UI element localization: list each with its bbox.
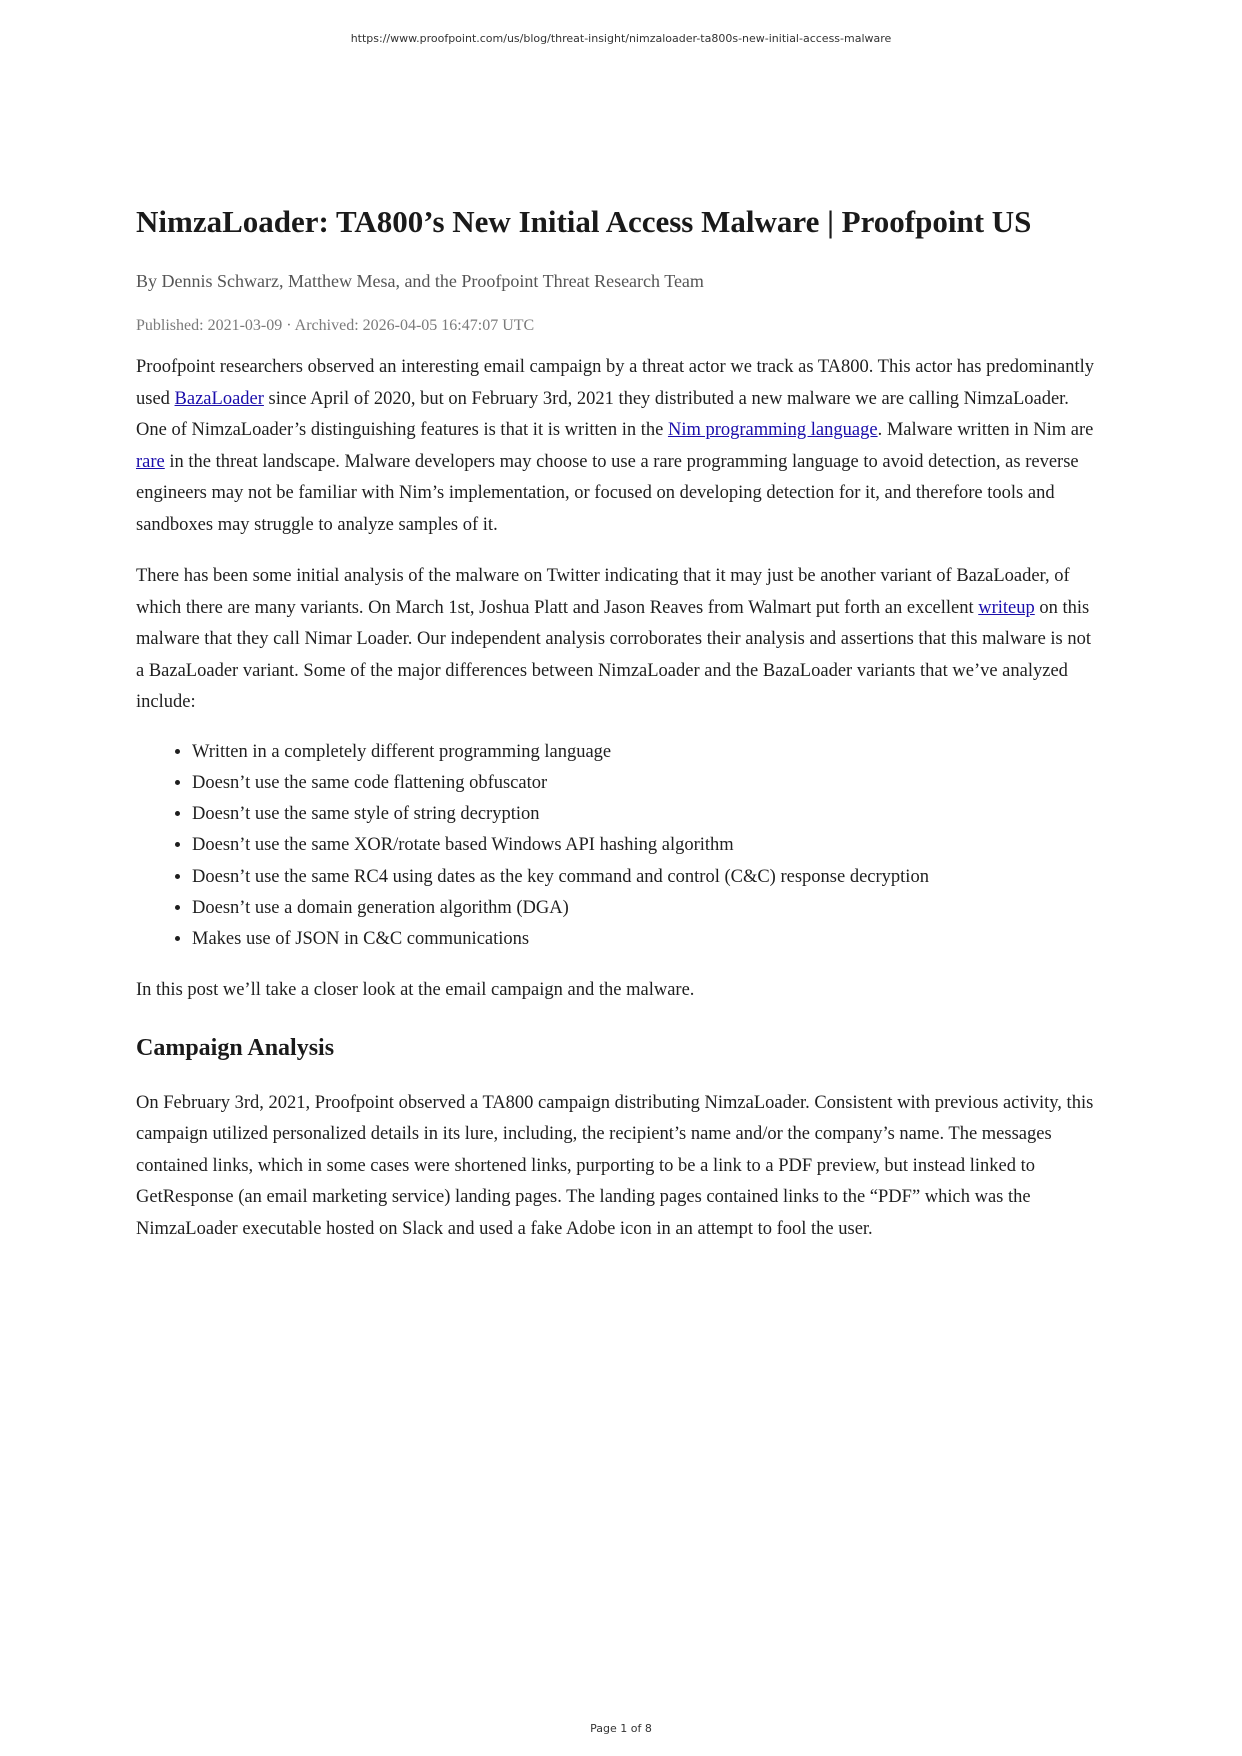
list-item: • Doesn’t use the same style of string decryption: [192, 799, 1101, 830]
list-item: • Doesn’t use the same code flattening obfuscator: [192, 768, 1101, 799]
rare-link[interactable]: rare: [136, 451, 165, 472]
article-title: NimzaLoader: TA800’s New Initial Access Malware | Proofpoint US: [136, 204, 1032, 239]
list-item: • Makes use of JSON in C&C communications: [192, 924, 1101, 955]
nim-language-link[interactable]: Nim programming language: [667, 420, 878, 441]
text-segment: . Malware written in Nim are: [877, 420, 1094, 441]
list-item: • Doesn’t use the same XOR/rotate based Windows API hashing algorithm: [192, 830, 1101, 861]
paragraph-analysis: [136, 561, 1101, 719]
article-meta: Published: 2021-03-09 · Archived: 2026-04-05 16:47:07 UTC: [136, 316, 535, 334]
list-item: • Doesn’t use the same RC4 using dates as the key command and control (C&C) response decryption: [192, 862, 1101, 893]
list-item: • Written in a completely different programming language: [192, 737, 1101, 768]
writeup-link[interactable]: writeup: [978, 597, 1035, 618]
page-number: Page 1 of 8: [590, 1722, 652, 1735]
text-segment: in the threat landscape. Malware developers may choose to use a rare programming language to avoid detection, as reverse engineers may not be familiar with Nim’s implementation, or focused on developing detection for it, and therefore tools and sandboxes may struggle to analyze samples of it.: [136, 451, 1079, 535]
article-byline: By Dennis Schwarz, Matthew Mesa, and the Proofpoint Threat Research Team: [136, 271, 704, 292]
bazaloader-link[interactable]: BazaLoader: [174, 388, 264, 409]
text-segment: There has been some initial analysis of the malware on Twitter indicating that it may just be another variant of BazaLoader, of which there are many variants. On March 1st, Joshua Platt and Jason Reaves from Walmart put forth an excellent: [136, 566, 1070, 618]
paragraph-closer-look: In this post we’ll take a closer look at the email campaign and the malware.: [136, 980, 695, 1001]
list-item: • Doesn’t use a domain generation algorithm (DGA): [192, 893, 1101, 924]
section-heading-campaign-analysis: Campaign Analysis: [136, 1034, 335, 1061]
article: [136, 203, 1101, 1245]
page-url-header: https://www.proofpoint.com/us/blog/threat-insight/nimzaloader-ta800s-new-initial-access-malware: [350, 32, 892, 45]
text-segment: Proofpoint researchers observed an interesting email campaign by a threat actor we track as TA800. This actor has predominantly used: [136, 357, 1094, 409]
differences-list: [136, 737, 1101, 955]
text-segment: on this malware that they call Nimar Loader. Our independent analysis corroborates their analysis and assertions that this malware is not a BazaLoader variant. Some of the major differences between NimzaLoader and the BazaLoader variants that we’ve analyzed include:: [136, 597, 1092, 713]
paragraph-intro: [136, 352, 1101, 541]
text-segment: since April of 2020, but on February 3rd, 2021 they distributed a new malware we are calling NimzaLoader. One of NimzaLoader’s distinguishing features is that it is written in the: [136, 388, 1069, 441]
paragraph-campaign: On February 3rd, 2021, Proofpoint observed a TA800 campaign distributing NimzaLoader. Consistent with previous activity, this campaign utilized personalized details in its lure, including, the recipient’s name and/or the company’s name. The messages contained links, which in some cases were shortened links, purporting to be a link to a PDF preview, but instead linked to GetResponse (an email marketing service) landing pages. The landing pages contained links to the “PDF” which was the NimzaLoader executable hosted on Slack and used a fake Adobe icon in an attempt to fool the user.: [136, 1092, 1094, 1239]
